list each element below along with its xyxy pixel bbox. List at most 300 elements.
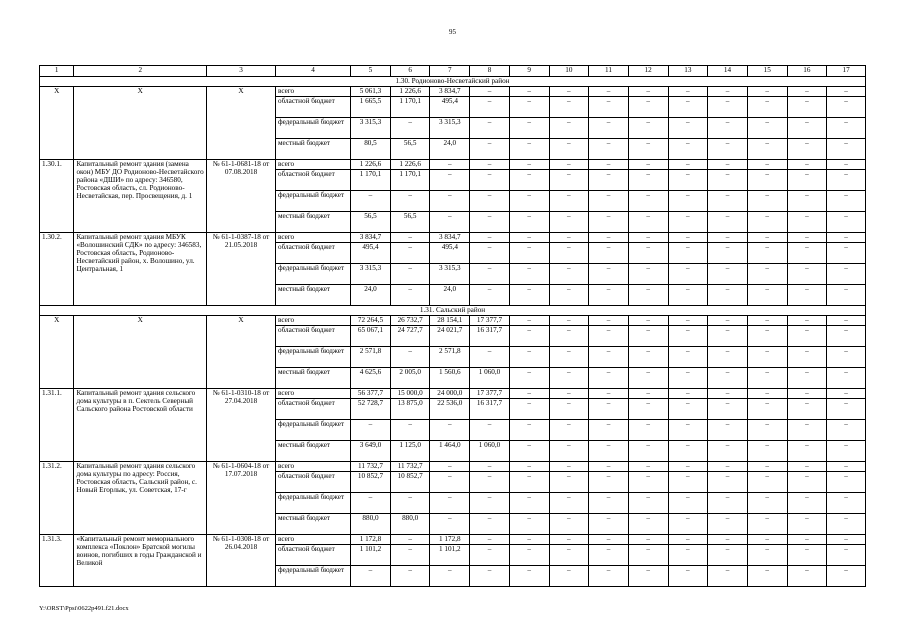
- value-cell: –: [747, 514, 787, 535]
- value-cell: –: [787, 233, 827, 243]
- value-cell: –: [747, 389, 787, 399]
- funding-source: всего: [275, 87, 350, 97]
- value-cell: –: [787, 160, 827, 170]
- table-row: [40, 160, 866, 170]
- value-cell: –: [470, 472, 510, 493]
- value-cell: –: [628, 285, 668, 306]
- value-cell: –: [628, 160, 668, 170]
- value-cell: –: [747, 118, 787, 139]
- value-cell: –: [589, 191, 629, 212]
- value-cell: –: [827, 566, 866, 587]
- value-cell: –: [549, 285, 589, 306]
- value-cell: –: [747, 191, 787, 212]
- value-cell: –: [787, 441, 827, 462]
- value-cell: 3 315,3: [351, 118, 391, 139]
- value-cell: –: [390, 545, 430, 566]
- value-cell: 16 317,7: [470, 399, 510, 420]
- document-ref: № 61-1-0310-18 от 27.04.2018: [207, 389, 276, 462]
- value-cell: –: [747, 472, 787, 493]
- value-cell: –: [668, 97, 708, 118]
- value-cell: 495,4: [430, 97, 470, 118]
- value-cell: –: [589, 399, 629, 420]
- value-cell: –: [509, 191, 549, 212]
- value-cell: 1 101,2: [351, 545, 391, 566]
- value-cell: –: [668, 160, 708, 170]
- value-cell: –: [668, 87, 708, 97]
- value-cell: –: [549, 87, 589, 97]
- value-cell: –: [470, 243, 510, 264]
- value-cell: –: [708, 389, 748, 399]
- value-cell: 1 226,6: [390, 87, 430, 97]
- value-cell: –: [509, 87, 549, 97]
- value-cell: –: [628, 191, 668, 212]
- value-cell: –: [589, 87, 629, 97]
- file-path-footer: Y:\ORST\Ppsi\0622p491.f21.docx: [39, 605, 129, 612]
- value-cell: –: [747, 97, 787, 118]
- value-cell: –: [628, 87, 668, 97]
- value-cell: –: [470, 212, 510, 233]
- column-number: 2: [74, 66, 207, 77]
- value-cell: –: [470, 191, 510, 212]
- column-number: 5: [351, 66, 391, 77]
- value-cell: –: [787, 566, 827, 587]
- value-cell: –: [470, 285, 510, 306]
- value-cell: –: [708, 420, 748, 441]
- value-cell: 1 464,0: [430, 441, 470, 462]
- funding-source: федеральный бюджет: [275, 191, 350, 212]
- value-cell: –: [628, 389, 668, 399]
- value-cell: –: [668, 566, 708, 587]
- value-cell: –: [628, 545, 668, 566]
- value-cell: –: [787, 139, 827, 160]
- value-cell: –: [628, 139, 668, 160]
- value-cell: –: [827, 243, 866, 264]
- value-cell: –: [668, 420, 708, 441]
- value-cell: –: [549, 420, 589, 441]
- value-cell: –: [827, 368, 866, 389]
- value-cell: –: [668, 285, 708, 306]
- value-cell: –: [549, 139, 589, 160]
- value-cell: 56,5: [351, 212, 391, 233]
- value-cell: –: [787, 535, 827, 545]
- value-cell: –: [628, 316, 668, 326]
- value-cell: 56 377,7: [351, 389, 391, 399]
- column-number: 4: [275, 66, 350, 77]
- value-cell: 11 732,7: [351, 462, 391, 472]
- funding-source: федеральный бюджет: [275, 264, 350, 285]
- value-cell: –: [509, 326, 549, 347]
- value-cell: –: [509, 420, 549, 441]
- value-cell: –: [787, 368, 827, 389]
- value-cell: 3 834,7: [430, 233, 470, 243]
- value-cell: 2 005,0: [390, 368, 430, 389]
- value-cell: –: [509, 264, 549, 285]
- value-cell: –: [708, 514, 748, 535]
- value-cell: –: [747, 139, 787, 160]
- value-cell: –: [351, 191, 391, 212]
- value-cell: 24 727,7: [390, 326, 430, 347]
- value-cell: 1 172,8: [351, 535, 391, 545]
- value-cell: 1 060,0: [470, 368, 510, 389]
- value-cell: 3 315,3: [351, 264, 391, 285]
- item-number: X: [40, 316, 74, 389]
- value-cell: –: [708, 87, 748, 97]
- value-cell: –: [708, 441, 748, 462]
- value-cell: –: [787, 493, 827, 514]
- value-cell: –: [787, 264, 827, 285]
- funding-source: областной бюджет: [275, 243, 350, 264]
- value-cell: –: [589, 472, 629, 493]
- value-cell: –: [549, 535, 589, 545]
- value-cell: –: [708, 347, 748, 368]
- value-cell: –: [787, 347, 827, 368]
- value-cell: –: [628, 170, 668, 191]
- value-cell: 24,0: [430, 285, 470, 306]
- value-cell: 56,5: [390, 139, 430, 160]
- value-cell: –: [509, 170, 549, 191]
- item-number: 1.30.2.: [40, 233, 74, 306]
- value-cell: –: [827, 233, 866, 243]
- value-cell: –: [827, 514, 866, 535]
- value-cell: –: [470, 118, 510, 139]
- column-number: 16: [787, 66, 827, 77]
- value-cell: –: [509, 566, 549, 587]
- column-number: 15: [747, 66, 787, 77]
- value-cell: –: [787, 389, 827, 399]
- value-cell: –: [549, 566, 589, 587]
- value-cell: –: [787, 118, 827, 139]
- value-cell: –: [549, 368, 589, 389]
- value-cell: –: [589, 420, 629, 441]
- value-cell: 1 170,1: [351, 170, 391, 191]
- value-cell: –: [827, 212, 866, 233]
- value-cell: –: [430, 514, 470, 535]
- value-cell: –: [827, 347, 866, 368]
- value-cell: –: [628, 462, 668, 472]
- value-cell: –: [708, 139, 748, 160]
- value-cell: –: [708, 472, 748, 493]
- section-title: 1.31. Сальский район: [40, 306, 866, 316]
- value-cell: –: [827, 535, 866, 545]
- value-cell: –: [668, 139, 708, 160]
- value-cell: –: [549, 316, 589, 326]
- table-row: [40, 462, 866, 472]
- object-name: «Капитальный ремонт мемориального комплекса «Поклон» Братской могилы воинов, погибших в годы Гражданской и Великой: [74, 535, 207, 587]
- funding-source: областной бюджет: [275, 472, 350, 493]
- value-cell: –: [390, 535, 430, 545]
- value-cell: –: [668, 441, 708, 462]
- value-cell: –: [668, 535, 708, 545]
- value-cell: –: [747, 264, 787, 285]
- value-cell: 56,5: [390, 212, 430, 233]
- value-cell: –: [668, 347, 708, 368]
- value-cell: 24 021,7: [430, 326, 470, 347]
- value-cell: –: [827, 316, 866, 326]
- value-cell: –: [747, 285, 787, 306]
- value-cell: –: [470, 493, 510, 514]
- value-cell: –: [509, 493, 549, 514]
- value-cell: –: [549, 347, 589, 368]
- table-row: [40, 389, 866, 399]
- value-cell: –: [549, 233, 589, 243]
- column-number: 8: [470, 66, 510, 77]
- value-cell: 1 170,1: [390, 97, 430, 118]
- value-cell: 52 728,7: [351, 399, 391, 420]
- value-cell: 10 852,7: [351, 472, 391, 493]
- value-cell: –: [708, 368, 748, 389]
- funding-source: местный бюджет: [275, 285, 350, 306]
- value-cell: –: [747, 243, 787, 264]
- value-cell: –: [668, 170, 708, 191]
- value-cell: –: [708, 170, 748, 191]
- value-cell: –: [708, 285, 748, 306]
- funding-source: федеральный бюджет: [275, 347, 350, 368]
- value-cell: –: [549, 389, 589, 399]
- value-cell: 1 170,1: [390, 170, 430, 191]
- value-cell: –: [747, 399, 787, 420]
- object-name: Капитальный ремонт здания МБУК «Волошинский СДК» по адресу: 346583, Ростовская область, Родионово-Несветайский район, х. Волошино, ул. Центральная, 1: [74, 233, 207, 306]
- value-cell: –: [708, 118, 748, 139]
- value-cell: –: [430, 420, 470, 441]
- value-cell: –: [589, 441, 629, 462]
- value-cell: –: [827, 420, 866, 441]
- value-cell: –: [430, 462, 470, 472]
- value-cell: –: [747, 170, 787, 191]
- value-cell: –: [549, 441, 589, 462]
- value-cell: 16 317,7: [470, 326, 510, 347]
- value-cell: –: [628, 118, 668, 139]
- value-cell: –: [827, 545, 866, 566]
- value-cell: –: [390, 347, 430, 368]
- value-cell: –: [589, 97, 629, 118]
- value-cell: –: [628, 326, 668, 347]
- value-cell: 3 834,7: [430, 87, 470, 97]
- value-cell: –: [708, 326, 748, 347]
- value-cell: –: [589, 347, 629, 368]
- value-cell: 880,0: [351, 514, 391, 535]
- value-cell: –: [827, 87, 866, 97]
- value-cell: –: [747, 233, 787, 243]
- value-cell: –: [589, 316, 629, 326]
- value-cell: –: [390, 285, 430, 306]
- value-cell: –: [509, 233, 549, 243]
- funding-source: федеральный бюджет: [275, 493, 350, 514]
- value-cell: –: [628, 97, 668, 118]
- value-cell: 1 560,6: [430, 368, 470, 389]
- column-number: 12: [628, 66, 668, 77]
- value-cell: –: [549, 399, 589, 420]
- column-number: 1: [40, 66, 74, 77]
- budget-table: [39, 65, 866, 587]
- object-name: X: [74, 316, 207, 389]
- value-cell: –: [509, 97, 549, 118]
- value-cell: –: [827, 170, 866, 191]
- value-cell: –: [747, 347, 787, 368]
- value-cell: –: [589, 566, 629, 587]
- column-number: 11: [589, 66, 629, 77]
- column-number: 6: [390, 66, 430, 77]
- value-cell: 72 264,5: [351, 316, 391, 326]
- value-cell: –: [509, 535, 549, 545]
- value-cell: 1 665,5: [351, 97, 391, 118]
- value-cell: –: [470, 347, 510, 368]
- value-cell: –: [390, 243, 430, 264]
- object-name: Капитальный ремонт здания сельского дома культуры по адресу: Россия, Ростовская область, Сальский район, с. Новый Егорлык, ул. Советская, 17-г: [74, 462, 207, 535]
- object-name: X: [74, 87, 207, 160]
- value-cell: –: [549, 191, 589, 212]
- value-cell: –: [708, 233, 748, 243]
- value-cell: 80,5: [351, 139, 391, 160]
- object-name: Капитальный ремонт здания (замена окон) МБУ ДО Родионово-Несветайского района «ДШИ» по адресу: 346580, Ростовская область, сл. Родионово-Несветайская, пер. Просвещения, д. 1: [74, 160, 207, 233]
- column-number: 3: [207, 66, 276, 77]
- value-cell: –: [470, 264, 510, 285]
- value-cell: –: [470, 514, 510, 535]
- table-row: [40, 316, 866, 326]
- value-cell: –: [708, 212, 748, 233]
- column-number: 17: [827, 66, 866, 77]
- value-cell: 1 125,0: [390, 441, 430, 462]
- value-cell: 2 571,8: [430, 347, 470, 368]
- value-cell: 495,4: [351, 243, 391, 264]
- value-cell: –: [390, 233, 430, 243]
- value-cell: –: [827, 462, 866, 472]
- value-cell: –: [351, 566, 391, 587]
- value-cell: –: [747, 493, 787, 514]
- column-number: 13: [668, 66, 708, 77]
- value-cell: –: [470, 535, 510, 545]
- value-cell: –: [549, 264, 589, 285]
- value-cell: –: [787, 462, 827, 472]
- value-cell: –: [549, 545, 589, 566]
- value-cell: –: [787, 472, 827, 493]
- value-cell: –: [747, 368, 787, 389]
- value-cell: –: [549, 326, 589, 347]
- value-cell: –: [747, 535, 787, 545]
- funding-source: всего: [275, 389, 350, 399]
- value-cell: –: [668, 472, 708, 493]
- value-cell: –: [668, 545, 708, 566]
- funding-source: всего: [275, 462, 350, 472]
- value-cell: –: [430, 170, 470, 191]
- value-cell: 17 377,7: [470, 389, 510, 399]
- value-cell: –: [827, 285, 866, 306]
- column-number: 10: [549, 66, 589, 77]
- value-cell: –: [787, 420, 827, 441]
- value-cell: –: [708, 264, 748, 285]
- value-cell: –: [351, 420, 391, 441]
- value-cell: 1 101,2: [430, 545, 470, 566]
- value-cell: –: [430, 191, 470, 212]
- funding-source: областной бюджет: [275, 326, 350, 347]
- value-cell: –: [509, 472, 549, 493]
- value-cell: –: [628, 441, 668, 462]
- value-cell: –: [549, 243, 589, 264]
- value-cell: –: [628, 243, 668, 264]
- value-cell: –: [589, 160, 629, 170]
- value-cell: –: [668, 243, 708, 264]
- value-cell: –: [430, 160, 470, 170]
- funding-source: местный бюджет: [275, 212, 350, 233]
- value-cell: –: [708, 160, 748, 170]
- value-cell: –: [747, 420, 787, 441]
- value-cell: –: [549, 514, 589, 535]
- value-cell: –: [470, 462, 510, 472]
- value-cell: 495,4: [430, 243, 470, 264]
- value-cell: –: [708, 316, 748, 326]
- value-cell: –: [747, 441, 787, 462]
- funding-source: всего: [275, 535, 350, 545]
- funding-source: областной бюджет: [275, 399, 350, 420]
- value-cell: –: [628, 566, 668, 587]
- value-cell: –: [509, 285, 549, 306]
- funding-source: всего: [275, 316, 350, 326]
- column-number: 9: [509, 66, 549, 77]
- value-cell: 17 377,7: [470, 316, 510, 326]
- table-row: [40, 87, 866, 97]
- value-cell: –: [470, 566, 510, 587]
- funding-source: местный бюджет: [275, 441, 350, 462]
- value-cell: –: [549, 493, 589, 514]
- funding-source: местный бюджет: [275, 514, 350, 535]
- column-number: 7: [430, 66, 470, 77]
- value-cell: –: [589, 212, 629, 233]
- value-cell: –: [509, 389, 549, 399]
- table-row: [40, 535, 866, 545]
- value-cell: –: [628, 264, 668, 285]
- value-cell: –: [708, 97, 748, 118]
- value-cell: –: [747, 462, 787, 472]
- column-number: 14: [708, 66, 748, 77]
- value-cell: –: [589, 493, 629, 514]
- value-cell: –: [787, 514, 827, 535]
- value-cell: –: [351, 493, 391, 514]
- value-cell: –: [470, 170, 510, 191]
- value-cell: –: [787, 545, 827, 566]
- value-cell: –: [509, 399, 549, 420]
- document-ref: X: [207, 316, 276, 389]
- value-cell: –: [668, 389, 708, 399]
- value-cell: –: [628, 233, 668, 243]
- value-cell: –: [430, 493, 470, 514]
- funding-source: федеральный бюджет: [275, 420, 350, 441]
- funding-source: всего: [275, 160, 350, 170]
- value-cell: –: [628, 399, 668, 420]
- value-cell: –: [668, 368, 708, 389]
- value-cell: –: [827, 472, 866, 493]
- value-cell: –: [668, 399, 708, 420]
- value-cell: 1 226,6: [351, 160, 391, 170]
- value-cell: –: [589, 170, 629, 191]
- value-cell: –: [827, 493, 866, 514]
- value-cell: 1 172,8: [430, 535, 470, 545]
- value-cell: –: [470, 97, 510, 118]
- value-cell: –: [589, 389, 629, 399]
- value-cell: 3 315,3: [430, 264, 470, 285]
- page-number: 95: [449, 28, 456, 36]
- item-number: 1.30.1.: [40, 160, 74, 233]
- value-cell: –: [827, 399, 866, 420]
- funding-source: областной бюджет: [275, 97, 350, 118]
- value-cell: –: [509, 316, 549, 326]
- value-cell: –: [668, 191, 708, 212]
- value-cell: –: [628, 368, 668, 389]
- value-cell: –: [470, 420, 510, 441]
- value-cell: –: [827, 118, 866, 139]
- value-cell: –: [589, 264, 629, 285]
- value-cell: –: [708, 191, 748, 212]
- value-cell: –: [708, 243, 748, 264]
- value-cell: –: [747, 545, 787, 566]
